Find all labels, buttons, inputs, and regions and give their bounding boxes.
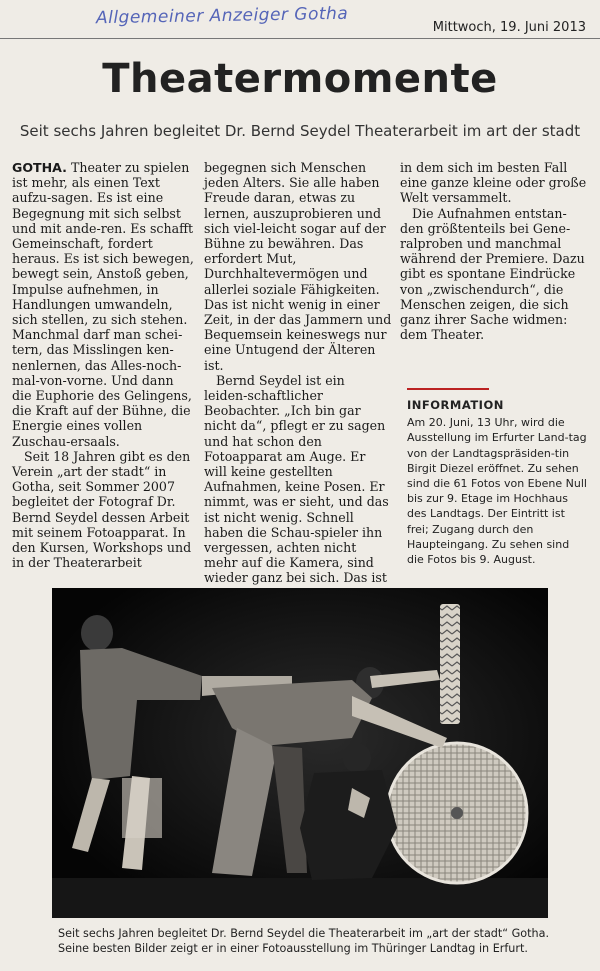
info-box	[407, 398, 589, 567]
dateline: GOTHA.	[12, 160, 67, 175]
info-heading: INFORMATION	[407, 398, 504, 412]
wheel-hub	[451, 807, 463, 819]
handwritten-source-note: Allgemeiner Anzeiger Gotha	[95, 3, 349, 29]
info-accent-rule	[407, 388, 489, 390]
column-3-paragraph-1: in dem sich im besten Fall eine ganze kleine oder große Welt versammelt.	[400, 160, 587, 206]
header-divider	[0, 38, 600, 39]
caption-line-1: Seit sechs Jahren begleitet Dr. Bernd Seydel die Theaterarbeit im „art der stadt“ Gotha.	[58, 927, 550, 940]
column-2-paragraph-1: begegnen sich Menschen jeden Alters. Sie alle haben Freude daran, etwas zu lernen, auszuprobieren und sich viel-leicht sogar auf der Bühne zu bewähren. Das erfordert Mut, Durchhaltevermögen und allerlei soziale Fähigkeiten. Das ist nicht wenig in einer Zeit, in der das Jammern und Bequemsein keineswegs nur eine Untugend der Älteren ist.	[204, 160, 392, 373]
column-1-paragraph-1-text: Theater zu spielen ist mehr, als einen Text aufzu-sagen. Es ist eine Begegnung mit sich selbst und mit ande-ren. Es schafft Gemeinschaft, fordert heraus. Es ist sich bewegen, bewegt sein, Anstoß geben, Impulse aufnehmen, in Handlungen umwandeln, sich stellen, zu sich stehen. Manchmal darf man schei-tern, das Misslingen ken-nenlernen, das Alles-noch-mal-von-vorne. Und dann die Euphorie des Gelingens, die Kraft auf der Bühne, die Energie eines vollen Zuschau-ersaals.	[12, 160, 194, 449]
column-1-paragraph-2: Seit 18 Jahren gibt es den Verein „art der stadt“ in Gotha, seit Sommer 2007 begleitet der Fotograf Dr. Bernd Seydel dessen Arbeit mit seinem Fotoapparat. In den Kursen, Workshops und in der Theaterarbeit	[12, 448, 192, 571]
publication-date: Mittwoch, 19. Juni 2013	[432, 20, 586, 35]
woven-pole-prop	[440, 604, 460, 724]
column-3-paragraph-2: Die Aufnahmen entstan-den größtenteils bei Gene-ralproben und manchmal während der Premiere. Dazu gibt es spontane Eindrücke von „zwischendurch“, die Menschen zeigen, die sich ganz ihrer Sache widmen: dem Theater.	[400, 205, 585, 343]
photo-caption	[58, 926, 578, 956]
article-headline: Theatermomente	[102, 56, 498, 102]
caption-line-2: Seine besten Bilder zeigt er in einer Fotoausstellung im Thüringer Landtag in Erfurt.	[58, 942, 528, 955]
article-subheadline: Seit sechs Jahren begleitet Dr. Bernd Seydel Theaterarbeit im art der stadt	[19, 122, 581, 140]
theater-scene-illustration	[52, 588, 548, 918]
article-column-2	[204, 160, 392, 631]
article-column-1	[12, 160, 194, 570]
info-text: Am 20. Juni, 13 Uhr, wird die Ausstellung im Erfurter Land-tag von der Landtagspräsiden-tin Birgit Diezel eröffnet. Zu sehen sind die 61 Fotos von Ebene Null bis zur 9. Etage im Hochhaus des Landtags. Der Eintritt ist frei; Zugang durch den Haupteingang. Zu sehen sind die Fotos bis 9. August.	[407, 416, 587, 567]
article-column-3	[400, 160, 588, 342]
stage-floor	[52, 878, 548, 918]
column-2-paragraph-2: Bernd Seydel ist ein leiden-schaftlicher Beobachter. „Ich bin gar nicht da“, pflegt er zu sagen und hat schon den Fotoapparat am Auge. Er will keine gestellten Aufnahmen, keine Posen. Er nimmt, was er sieht, und das ist nicht wenig. Schnell haben die Schau-spieler ihn vergessen, achten nicht mehr auf die Kamera, sind wieder ganz bei sich. Das ist	[204, 372, 389, 586]
column-1-paragraph-1	[12, 160, 194, 449]
theater-photo	[52, 588, 548, 918]
